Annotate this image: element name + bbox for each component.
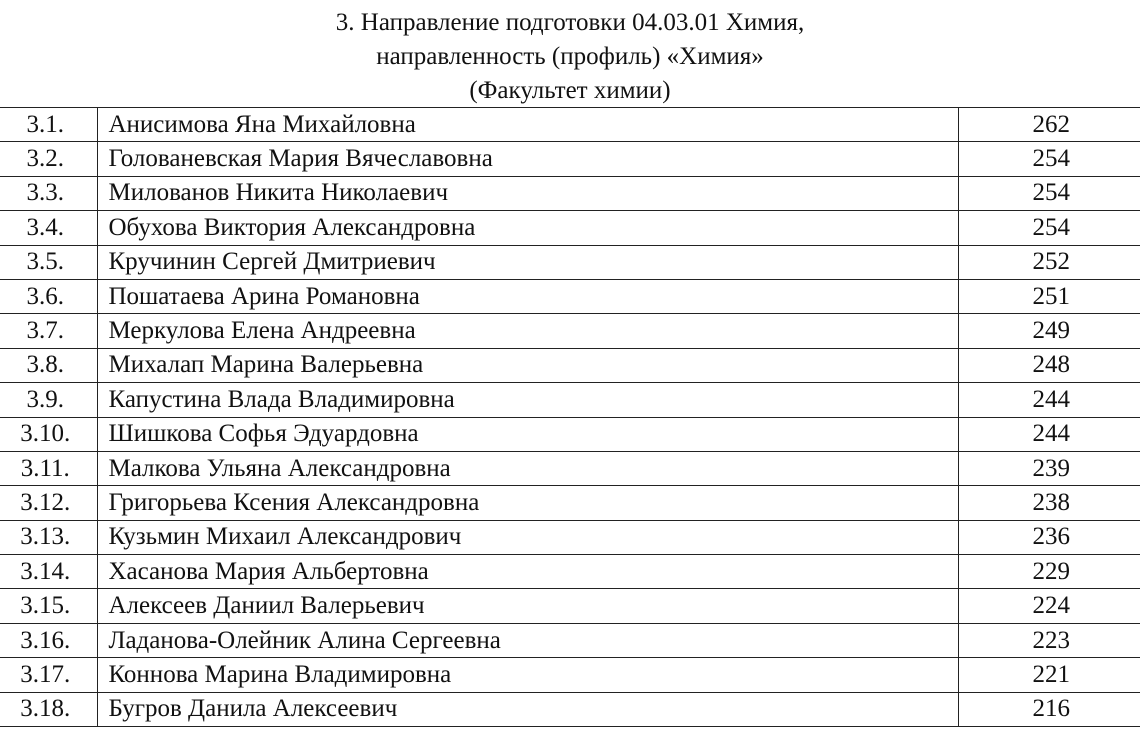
row-number: 3.1. [0,108,97,142]
student-name: Бугров Данила Алексеевич [97,692,958,726]
table-row [0,589,1140,623]
student-name: Голованевская Мария Вячеславовна [97,142,958,176]
row-number: 3.7. [0,314,97,348]
student-score: 244 [958,383,1140,417]
row-number: 3.16. [0,623,97,657]
student-score: 252 [958,245,1140,279]
row-number: 3.10. [0,417,97,451]
student-score: 262 [958,108,1140,142]
table-row [0,348,1140,382]
student-score: 254 [958,142,1140,176]
student-name: Кузьмин Михаил Александрович [97,520,958,554]
row-number: 3.9. [0,383,97,417]
row-number: 3.3. [0,176,97,210]
row-number: 3.15. [0,589,97,623]
student-score: 244 [958,417,1140,451]
table-row [0,623,1140,657]
student-name: Анисимова Яна Михайловна [97,108,958,142]
student-score: 238 [958,486,1140,520]
table-row [0,658,1140,692]
row-number: 3.11. [0,451,97,485]
student-name: Коннова Марина Владимировна [97,658,958,692]
row-number: 3.17. [0,658,97,692]
row-number: 3.13. [0,520,97,554]
student-score: 236 [958,520,1140,554]
student-score: 251 [958,279,1140,313]
table-row [0,279,1140,313]
heading-line-profile: направленность (профиль) «Химия» [376,43,764,70]
student-score: 254 [958,176,1140,210]
student-name: Хасанова Мария Альбертовна [97,555,958,589]
row-number: 3.14. [0,555,97,589]
row-number: 3.5. [0,245,97,279]
row-number: 3.6. [0,279,97,313]
student-score: 229 [958,555,1140,589]
student-name: Григорьева Ксения Александровна [97,486,958,520]
ranking-table [0,107,1140,727]
table-row [0,176,1140,210]
student-name: Милованов Никита Николаевич [97,176,958,210]
student-name: Пошатаева Арина Романовна [97,279,958,313]
table-row [0,692,1140,726]
table-row [0,383,1140,417]
student-score: 221 [958,658,1140,692]
student-score: 249 [958,314,1140,348]
student-score: 254 [958,211,1140,245]
student-name: Шишкова Софья Эдуардовна [97,417,958,451]
table-row [0,520,1140,554]
heading-line-program: 3. Направление подготовки 04.03.01 Химия, [335,9,805,36]
table-row [0,108,1140,142]
table-row [0,417,1140,451]
student-name: Малкова Ульяна Александровна [97,451,958,485]
student-score: 239 [958,451,1140,485]
table-row [0,245,1140,279]
row-number: 3.8. [0,348,97,382]
heading-line-faculty: (Факультет химии) [469,77,671,104]
ranking-table-body [0,108,1140,727]
table-row [0,486,1140,520]
row-number: 3.2. [0,142,97,176]
table-row [0,555,1140,589]
student-score: 216 [958,692,1140,726]
student-name: Меркулова Елена Андреевна [97,314,958,348]
row-number: 3.4. [0,211,97,245]
table-row [0,211,1140,245]
student-name: Михалап Марина Валерьевна [97,348,958,382]
table-row [0,314,1140,348]
student-name: Капустина Влада Владимировна [97,383,958,417]
table-row [0,142,1140,176]
row-number: 3.12. [0,486,97,520]
table-row [0,451,1140,485]
student-name: Обухова Виктория Александровна [97,211,958,245]
row-number: 3.18. [0,692,97,726]
student-name: Ладанова-Олейник Алина Сергеевна [97,623,958,657]
student-score: 224 [958,589,1140,623]
student-score: 223 [958,623,1140,657]
student-score: 248 [958,348,1140,382]
student-name: Кручинин Сергей Дмитриевич [97,245,958,279]
student-name: Алексеев Даниил Валерьевич [97,589,958,623]
